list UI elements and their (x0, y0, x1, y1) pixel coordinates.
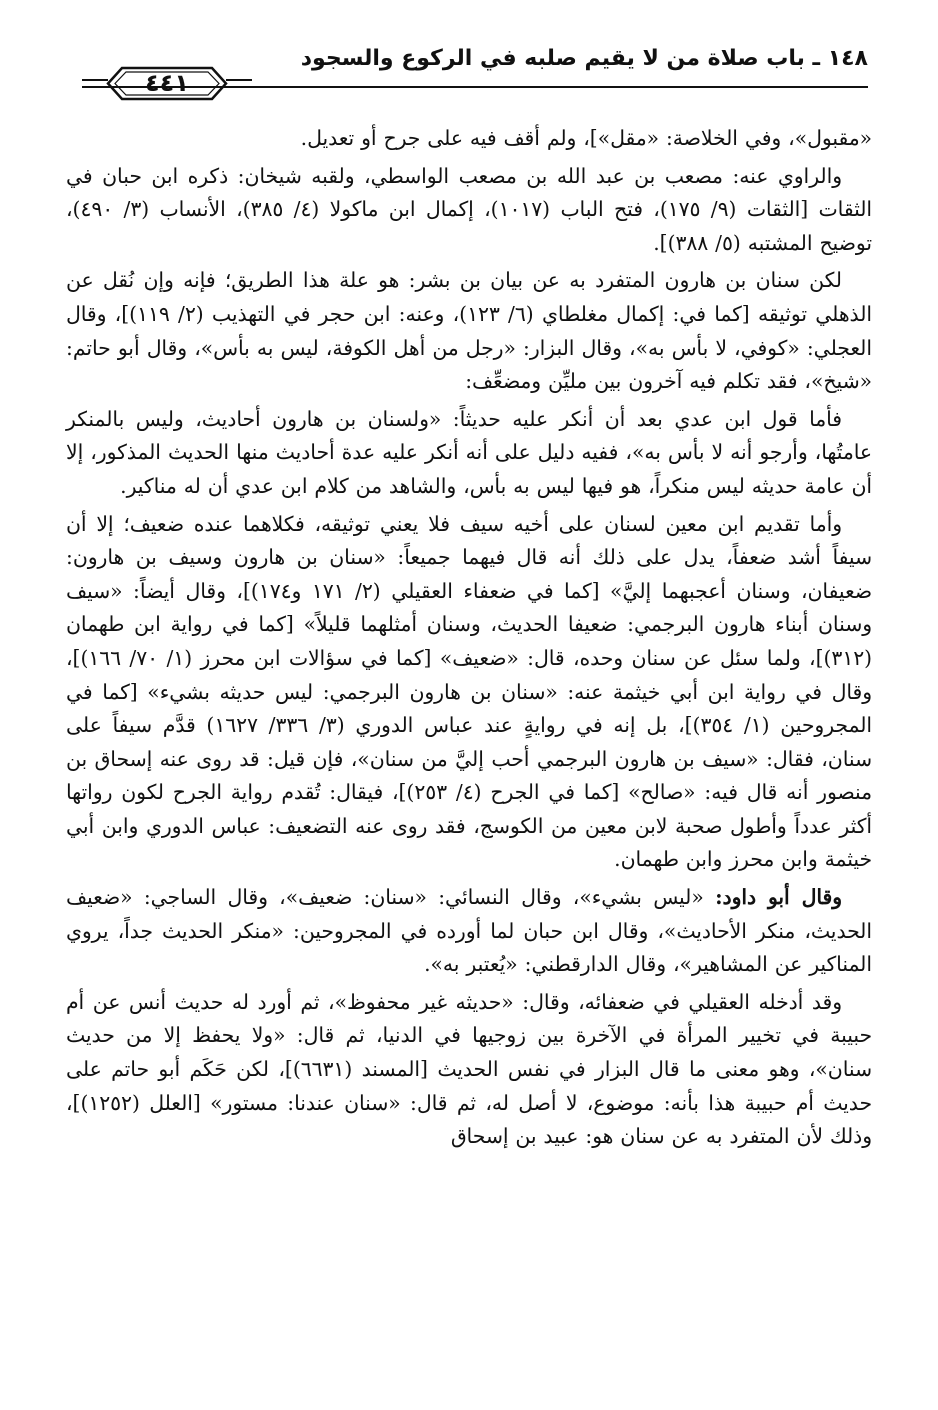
paragraph-text: فأما قول ابن عدي بعد أن أنكر عليه حديثاً: «ولسنان بن هارون أحاديث، وليس بالمنكر عامتُها، وأرجو أنه لا بأس به»، ففيه دليل على أنه أنكر عليه عدة أحاديث منها الحديث المذكور، إلا أن عامة حديثه ليس منكراً، هو فيها ليس به بأس، والشاهد من كلام ابن عدي أن له مناكير. (66, 406, 872, 498)
paragraph-text: «مقبول»، وفي الخلاصة: «مقل»]، ولم أقف فيه على جرح أو تعديل. (300, 126, 872, 150)
body-text (66, 122, 872, 1154)
paragraph (66, 986, 872, 1154)
paragraph-text: وقد أدخله العقيلي في ضعفائه، وقال: «حديثه غير محفوظ»، ثم أورد له حديث أنس عن أم حبيبة في تخيير المرأة في الآخرة بين زوجيها في الدنيا، ثم قال: «ولا يحفظ إلا من حديث سنان»، وهو معنى ما قال البزار في نفس الحديث [المسند (٦٦٣١)]، لكن حَكَم أبو حاتم على حديث أم حبيبة هذا بأنه: موضوع، لا أصل له، ثم قال: «سنان عندنا: مستور» [العلل (١٢٥٢)]، وذلك لأن المتفرد به عن سنان هو: عبيد بن إسحاق (66, 989, 872, 1149)
paragraph-lead: وقال أبو داود: (715, 885, 842, 910)
paragraph (66, 160, 872, 261)
paragraph-text: «ليس بشيء»، وقال النسائي: «سنان: ضعيف»، وقال الساجي: «ضعيف الحديث، منكر الأحاديث»، وقال ابن حبان لما أورده في المجروحين: «منكر الحديث جداً، يروي المناكير عن المشاهير»، وقال الدارقطني: «يُعتبر به». (66, 885, 872, 977)
chapter-title: ١٤٨ ـ باب صلاة من لا يقيم صلبه في الركوع والسجود (300, 46, 868, 71)
page-number: ٤٤١ (145, 69, 189, 97)
paragraph (66, 881, 872, 982)
paragraph (66, 122, 872, 156)
page-number-ornament (82, 60, 252, 106)
page-header (82, 40, 868, 97)
paragraph (66, 403, 872, 504)
paragraph (66, 508, 872, 878)
paragraph (66, 264, 872, 398)
paragraph-text: والراوي عنه: مصعب بن عبد الله بن مصعب الواسطي، ولقبه شيخان: ذكره ابن حبان في الثقات [الثقات (٩/ ١٧٥)، فتح الباب (١٠١٧)، إكمال ابن ماكولا (٤/ ٣٨٥)، الأنساب (٣/ ٤٩٠)، توضيح المشتبه (٥/ ٣٨٨)]. (66, 163, 873, 255)
paragraph-text: وأما تقديم ابن معين لسنان على أخيه سيف فلا يعني توثيقه، فكلاهما عنده ضعيف؛ إلا أن سيفاً أشد ضعفاً، يدل على ذلك أنه قال فيهما جميعاً: «سنان بن هارون وسيف بن هارون: ضعيفان، وسنان أعجبهما إليَّ» [كما في ضعفاء العقيلي (٢/ ١٧١ و١٧٤)]، وقال أيضاً: «سيف وسنان أبناء هارون البرجمي: ضعيفا الحديث، وسنان أمثلهما قليلاً» [كما في رواية ابن طهمان (٣١٢)]، ولما سئل عن سنان وحده، قال: «ضعيف» [كما في سؤالات ابن محرز (١/ ٧٠/ ١٦٦)]، وقال في رواية ابن أبي خيثمة عنه: «سنان بن هارون البرجمي: ليس حديثه بشيء» [كما في المجروحين (١/ ٣٥٤)]، بل إنه في روايةٍ عند عباس الدوري (٣/ ٣٣٦/ ١٦٢٧) قدَّم سيفاً على سنان، فقال: «سيف بن هارون البرجمي أحب إليَّ من سنان»، فإن قيل: قد روى عنه إسحاق بن منصور أنه قال فيه: «صالح» [كما في الجرح (٤/ ٢٥٣)]، فيقال: تُقدم رواية الجرح لكون رواتها أكثر عدداً وأطول صحبة لابن معين من الكوسج، فقد روى عنه التضعيف: عباس الدوري وابن أبي خيثمة وابن محرز وابن طهمان. (66, 511, 873, 872)
paragraph-text: لكن سنان بن هارون المتفرد به عن بيان بن بشر: هو علة هذا الطريق؛ فإنه وإن نُقل عن الذهلي توثيقه [كما في: إكمال مغلطاي (٦/ ١٢٣)، وعنه: ابن حجر في التهذيب (٢/ ١١٩)]، وقال العجلي: «كوفي، لا بأس به»، وقال البزار: «رجل من أهل الكوفة، ليس به بأس»، وقال أبو حاتم: «شيخ»، فقد تكلم فيه آخرون بين مليِّن ومضعِّف: (66, 268, 873, 394)
